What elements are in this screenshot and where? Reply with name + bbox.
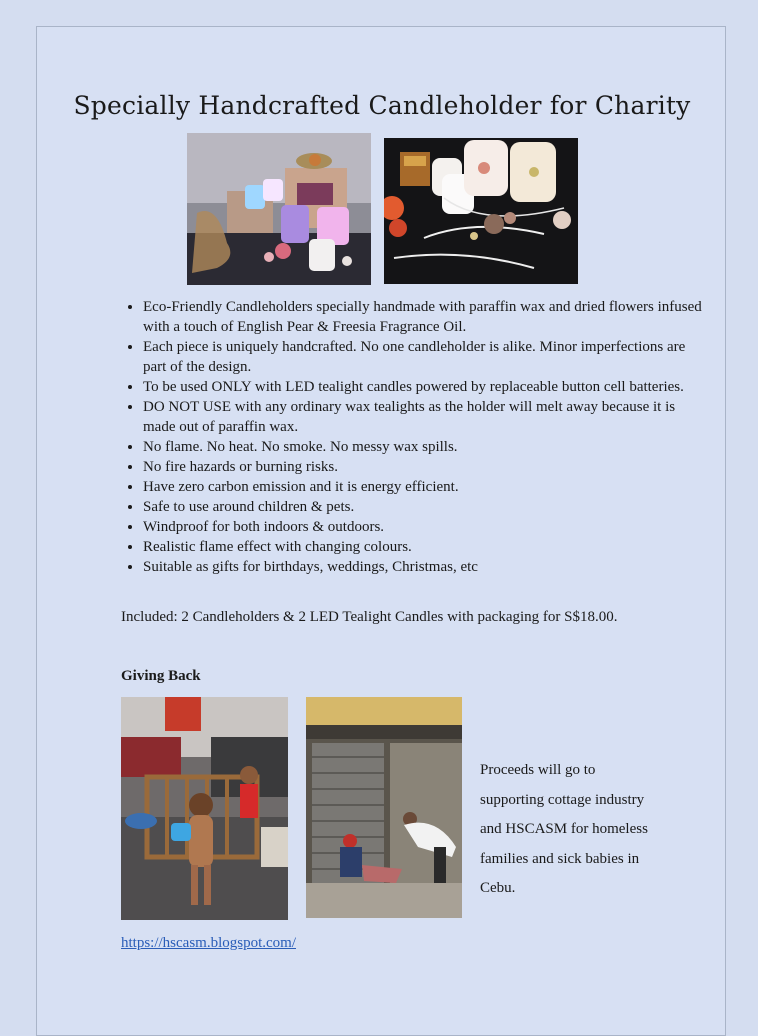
dried-flower-candleholders-photo	[384, 138, 578, 284]
lit-candleholders-photo	[187, 133, 371, 285]
proceeds-line: and HSCASM for homeless	[480, 821, 648, 837]
proceeds-line: supporting cottage industry	[480, 791, 645, 808]
children-in-crib-photo	[121, 697, 288, 920]
included-text: Included: 2 Candleholders & 2 LED Tealight Candles with packaging for S$18.00.	[121, 609, 618, 625]
street-scene-photo	[306, 697, 462, 918]
feature-item: • Safe to use around children & pets.	[143, 497, 703, 517]
feature-list	[121, 297, 703, 577]
proceeds-line: Proceeds will go to	[480, 762, 596, 778]
feature-item: • To be used ONLY with LED tealight candles powered by replaceable button cell batteries.	[143, 377, 703, 397]
page-title: Specially Handcrafted Candleholder for Charity	[73, 91, 691, 120]
document-page	[36, 26, 726, 1036]
feature-item: • Each piece is uniquely handcrafted. No one candleholder is alike. Minor imperfections are part of the design.	[143, 337, 703, 377]
feature-item: • No fire hazards or burning risks.	[143, 457, 703, 477]
feature-item: • Windproof for both indoors & outdoors.	[143, 517, 703, 537]
feature-item: • No flame. No heat. No smoke. No messy wax spills.	[143, 437, 703, 457]
proceeds-line: Cebu.	[480, 880, 516, 896]
feature-item: • DO NOT USE with any ordinary wax tealights as the holder will melt away because it is made out of paraffin wax.	[143, 397, 703, 437]
feature-item: • Realistic flame effect with changing colours.	[143, 537, 703, 557]
proceeds-line: families and sick babies in	[480, 850, 640, 867]
feature-item: • Eco-Friendly Candleholders specially handmade with paraffin wax and dried flowers infused with a touch of English Pear & Freesia Fragrance Oil.	[143, 297, 703, 337]
feature-item: • Have zero carbon emission and it is energy efficient.	[143, 477, 703, 497]
feature-item: • Suitable as gifts for birthdays, weddings, Christmas, etc	[143, 557, 703, 577]
proceeds-text	[480, 756, 680, 904]
giving-back-heading: Giving Back	[121, 668, 201, 684]
blog-link[interactable]: https://hscasm.blogspot.com/	[121, 935, 296, 951]
